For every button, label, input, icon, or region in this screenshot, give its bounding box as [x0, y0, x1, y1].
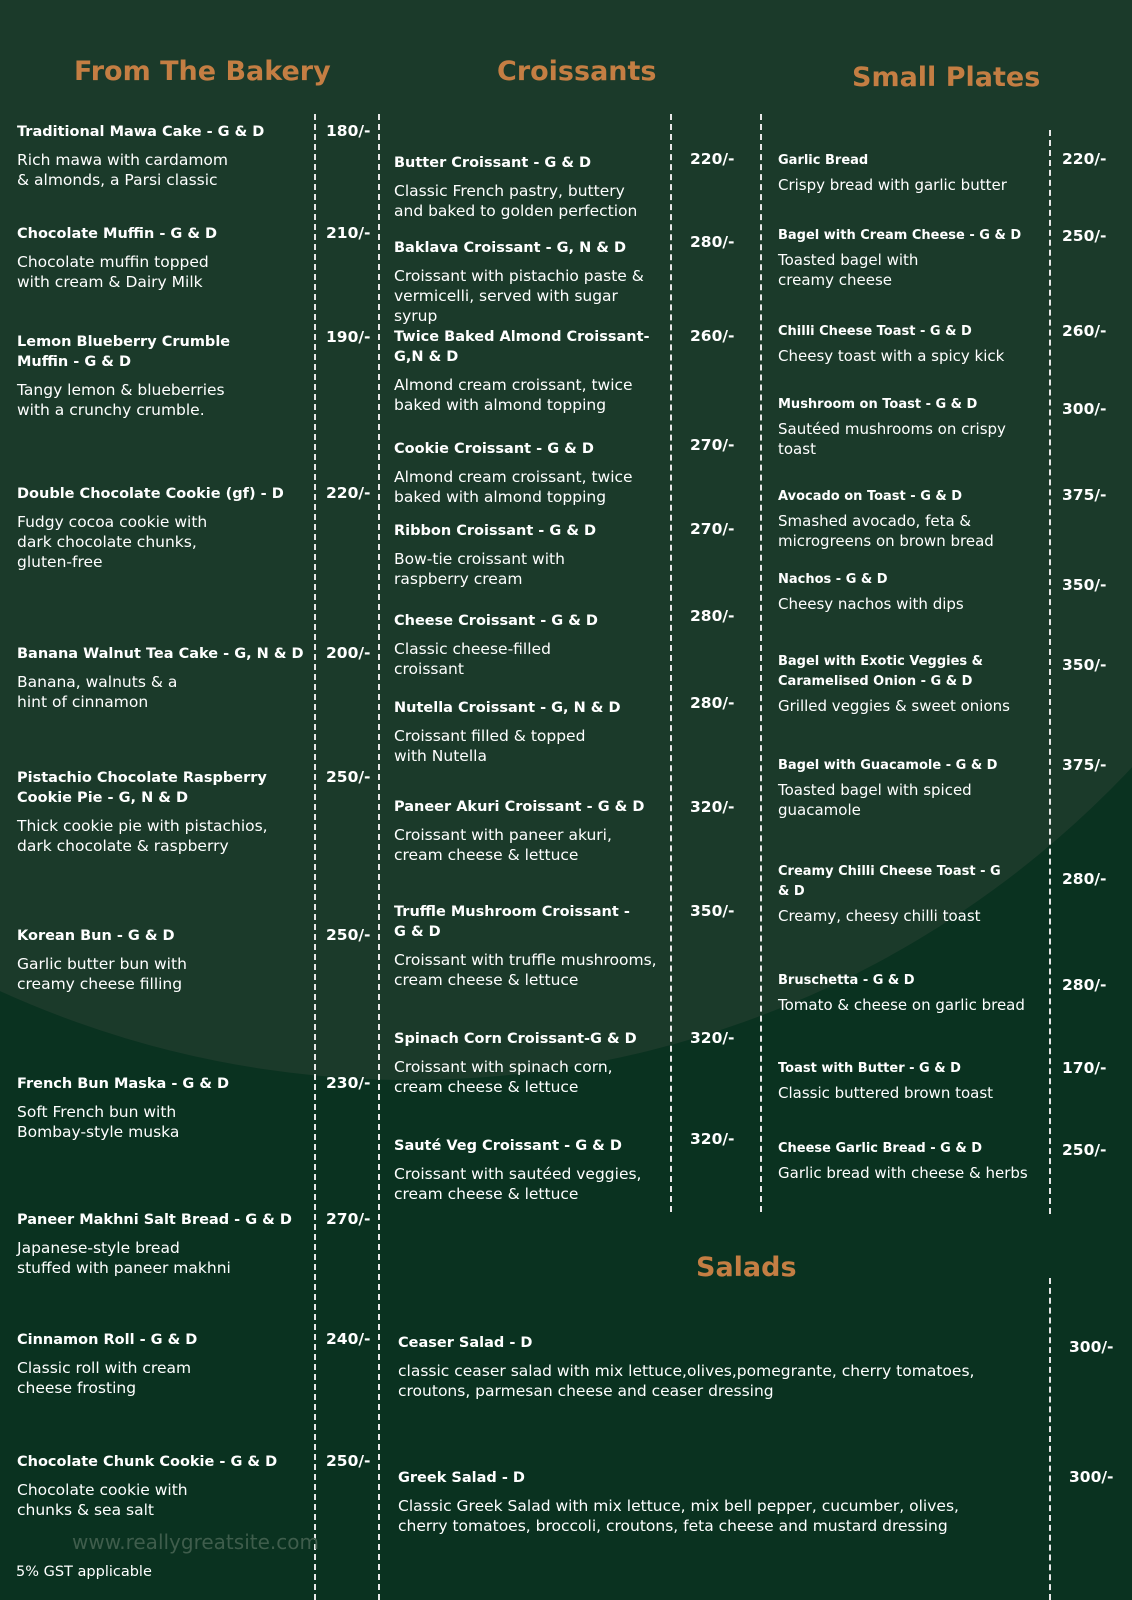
item-name: Bagel with Exotic Veggies & Caramelised Onion - G & D [778, 654, 983, 689]
item-price: 230/- [326, 1074, 371, 1092]
item-price: 260/- [690, 327, 735, 345]
item-price: 300/- [1069, 1338, 1114, 1356]
item-name: Pistachio Chocolate Raspberry Cookie Pie - G, N & D [17, 770, 267, 806]
menu-item [394, 439, 664, 507]
section-title-croissants: Croissants [497, 56, 657, 87]
item-name: Paneer Makhni Salt Bread - G & D [17, 1212, 292, 1228]
item-price: 270/- [326, 1210, 371, 1228]
item-name: Cookie Croissant - G & D [394, 441, 594, 457]
menu-item [394, 1029, 664, 1097]
item-price: 270/- [690, 436, 735, 454]
item-description: Croissant with paneer akuri, cream cheese & lettuce [394, 826, 612, 864]
item-description: Grilled veggies & sweet onions [778, 697, 1010, 715]
section-title-small-plates: Small Plates [852, 62, 1041, 93]
item-price: 270/- [690, 520, 735, 538]
item-name: Mushroom on Toast - G & D [778, 397, 978, 412]
item-description: Soft French bun with Bombay-style muska [17, 1103, 180, 1141]
menu-item [778, 1059, 1040, 1103]
menu-item [17, 484, 309, 572]
item-name: Cheese Garlic Bread - G & D [778, 1141, 983, 1156]
item-price: 320/- [690, 1130, 735, 1148]
item-price: 250/- [326, 768, 371, 786]
item-name: Chocolate Muffin - G & D [17, 226, 218, 242]
menu-item [394, 1136, 664, 1204]
item-description: Classic French pastry, buttery and baked to golden perfection [394, 182, 638, 220]
item-description: Croissant filled & topped with Nutella [394, 727, 586, 765]
item-description: Creamy, cheesy chilli toast [778, 907, 981, 925]
item-description: Classic buttered brown toast [778, 1084, 994, 1102]
item-name: Avocado on Toast - G & D [778, 489, 963, 504]
section-title-salads: Salads [696, 1252, 797, 1283]
item-name: Traditional Mawa Cake - G & D [17, 124, 265, 140]
item-price: 350/- [1062, 656, 1107, 674]
item-description: Toasted bagel with spiced guacamole [778, 781, 972, 819]
item-description: Cheesy toast with a spicy kick [778, 347, 1005, 365]
item-description: Chocolate cookie with chunks & sea salt [17, 1481, 188, 1519]
menu-item [778, 570, 1040, 614]
item-name: Double Chocolate Cookie (gf) - D [17, 486, 284, 502]
menu-item [778, 862, 1040, 926]
item-price: 320/- [690, 1029, 735, 1047]
item-name: Chilli Cheese Toast - G & D [778, 324, 972, 339]
item-price: 280/- [690, 607, 735, 625]
menu-item [394, 797, 664, 865]
item-name: Creamy Chilli Cheese Toast - G & D [778, 864, 1001, 899]
menu-item [394, 698, 664, 766]
item-description: Chocolate muffin topped with cream & Dairy Milk [17, 253, 209, 291]
item-name: Bruschetta - G & D [778, 973, 915, 988]
item-price: 375/- [1062, 486, 1107, 504]
item-name: Lemon Blueberry Crumble Muffin - G & D [17, 334, 231, 370]
item-name: Baklava Croissant - G, N & D [394, 240, 627, 256]
item-name: Spinach Corn Croissant-G & D [394, 1031, 637, 1047]
item-description: Bow-tie croissant with raspberry cream [394, 550, 565, 588]
menu-item [17, 1452, 309, 1520]
menu-item [778, 487, 1040, 551]
item-description: Garlic bread with cheese & herbs [778, 1164, 1028, 1182]
item-description: Smashed avocado, feta & microgreens on brown bread [778, 512, 994, 550]
divider-bakery-croissants [378, 114, 380, 1600]
item-description: Banana, walnuts & a hint of cinnamon [17, 673, 178, 711]
menu-item [398, 1468, 1038, 1536]
watermark-text: www.reallygreatsite.com [72, 1530, 319, 1554]
item-description: Croissant with pistachio paste & vermicelli, served with sugar syrup [394, 267, 644, 325]
item-price: 180/- [326, 122, 371, 140]
menu-item [778, 756, 1040, 820]
menu-item [778, 971, 1040, 1015]
item-name: Greek Salad - D [398, 1470, 525, 1486]
item-name: Toast with Butter - G & D [778, 1061, 961, 1076]
item-price: 350/- [1062, 576, 1107, 594]
item-description: Fudgy cocoa cookie with dark chocolate chunks, gluten-free [17, 513, 208, 571]
item-name: Ribbon Croissant - G & D [394, 523, 597, 539]
item-name: Korean Bun - G & D [17, 928, 175, 944]
item-description: Sautéed mushrooms on crispy toast [778, 420, 1006, 458]
item-name: French Bun Maska - G & D [17, 1076, 230, 1092]
item-description: Thick cookie pie with pistachios, dark chocolate & raspberry [17, 817, 268, 855]
menu-item [17, 122, 309, 190]
item-description: Croissant with spinach corn, cream cheese & lettuce [394, 1058, 613, 1096]
item-price: 250/- [326, 1452, 371, 1470]
item-description: Almond cream croissant, twice baked with almond topping [394, 468, 633, 506]
item-name: Bagel with Cream Cheese - G & D [778, 228, 1022, 243]
divider-bakery-price [314, 114, 316, 1600]
item-price: 250/- [1062, 227, 1107, 245]
menu-item [778, 322, 1040, 366]
item-price: 210/- [326, 224, 371, 242]
menu-item [778, 1139, 1040, 1183]
item-description: Almond cream croissant, twice baked with almond topping [394, 376, 633, 414]
item-price: 240/- [326, 1330, 371, 1348]
item-name: Truffle Mushroom Croissant - G & D [394, 904, 630, 940]
item-name: Twice Baked Almond Croissant- G,N & D [394, 329, 650, 365]
item-name: Chocolate Chunk Cookie - G & D [17, 1454, 278, 1470]
divider-croissants-small-plates [760, 114, 762, 1212]
item-description: Crispy bread with garlic butter [778, 176, 1007, 194]
menu-item [17, 768, 309, 856]
menu-item [17, 644, 309, 712]
gst-note: 5% GST applicable [16, 1564, 152, 1580]
item-price: 220/- [690, 150, 735, 168]
menu-item [778, 652, 1040, 716]
item-price: 280/- [690, 233, 735, 251]
item-description: Tangy lemon & blueberries with a crunchy crumble. [17, 381, 225, 419]
menu-item [394, 521, 664, 589]
item-price: 300/- [1062, 400, 1107, 418]
item-name: Sauté Veg Croissant - G & D [394, 1138, 622, 1154]
item-name: Nachos - G & D [778, 572, 888, 587]
section-title-bakery: From The Bakery [74, 56, 331, 87]
item-price: 250/- [326, 926, 371, 944]
menu-item [778, 151, 1040, 195]
item-price: 220/- [326, 484, 371, 502]
item-description: classic ceaser salad with mix lettuce,olives,pomegrante, cherry tomatoes, croutons, parmesan cheese and ceaser dressing [398, 1362, 975, 1400]
item-description: Classic roll with cream cheese frosting [17, 1359, 192, 1397]
menu-item [398, 1333, 1038, 1401]
item-description: Japanese-style bread stuffed with paneer makhni [17, 1239, 231, 1277]
divider-salads-price [1049, 1278, 1051, 1600]
item-price: 250/- [1062, 1141, 1107, 1159]
item-price: 260/- [1062, 322, 1107, 340]
menu-item [394, 611, 664, 679]
item-description: Rich mawa with cardamom & almonds, a Parsi classic [17, 151, 228, 189]
item-price: 220/- [1062, 150, 1107, 168]
item-price: 320/- [690, 798, 735, 816]
menu-item [17, 224, 309, 292]
item-price: 200/- [326, 644, 371, 662]
item-price: 280/- [690, 694, 735, 712]
item-description: Classic Greek Salad with mix lettuce, mix bell pepper, cucumber, olives, cherry tomatoes, broccoli, croutons, feta cheese and mustard dressing [398, 1497, 959, 1535]
item-name: Ceaser Salad - D [398, 1335, 533, 1351]
item-name: Butter Croissant - G & D [394, 155, 592, 171]
menu-item [17, 1330, 309, 1398]
item-description: Tomato & cheese on garlic bread [778, 996, 1025, 1014]
menu-item [17, 332, 309, 420]
menu-item [17, 1074, 309, 1142]
menu-item [17, 1210, 309, 1278]
item-price: 190/- [326, 328, 371, 346]
menu-item [778, 395, 1040, 459]
item-description: Garlic butter bun with creamy cheese filling [17, 955, 187, 993]
item-description: Toasted bagel with creamy cheese [778, 251, 919, 289]
item-price: 170/- [1062, 1059, 1107, 1077]
item-description: Cheesy nachos with dips [778, 595, 964, 613]
item-description: Croissant with sautéed veggies, cream cheese & lettuce [394, 1165, 642, 1203]
menu-item [394, 902, 664, 990]
menu-item [778, 226, 1040, 290]
item-description: Classic cheese-filled croissant [394, 640, 551, 678]
menu-item [394, 238, 664, 326]
item-description: Croissant with truffle mushrooms, cream cheese & lettuce [394, 951, 657, 989]
item-name: Bagel with Guacamole - G & D [778, 758, 998, 773]
item-price: 280/- [1062, 976, 1107, 994]
item-price: 280/- [1062, 870, 1107, 888]
item-name: Cheese Croissant - G & D [394, 613, 598, 629]
item-name: Cinnamon Roll - G & D [17, 1332, 198, 1348]
item-price: 300/- [1069, 1468, 1114, 1486]
item-name: Paneer Akuri Croissant - G & D [394, 799, 645, 815]
item-price: 375/- [1062, 756, 1107, 774]
item-name: Nutella Croissant - G, N & D [394, 700, 621, 716]
item-price: 350/- [690, 902, 735, 920]
menu-item [394, 153, 664, 221]
divider-croissants-price [670, 114, 672, 1212]
menu-item [394, 327, 664, 415]
divider-small-plates-price [1049, 130, 1051, 1214]
menu-item [17, 926, 309, 994]
item-name: Garlic Bread [778, 153, 869, 168]
item-name: Banana Walnut Tea Cake - G, N & D [17, 646, 304, 662]
